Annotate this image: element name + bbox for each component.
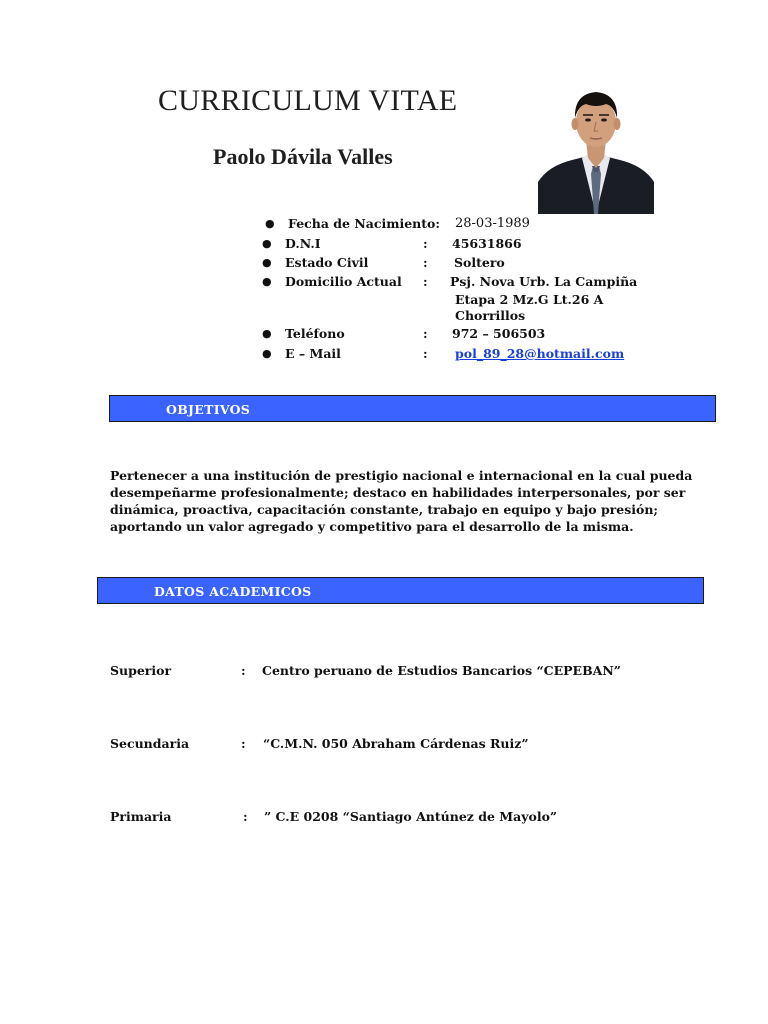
edu-level-superior: Superior <box>110 663 172 678</box>
bullet-icon: ● <box>262 237 272 250</box>
objectives-line: desempeñarme profesionalmente; destaco en habilidades interpersonales, por ser <box>110 485 686 500</box>
dni-value: 45631866 <box>452 236 522 251</box>
birthdate-label: Fecha de Nacimiento: <box>288 216 440 231</box>
academic-heading: DATOS ACADEMICOS <box>154 584 312 599</box>
phone-separator: : <box>423 326 428 341</box>
bullet-icon: ● <box>262 256 272 269</box>
address-line-2: Etapa 2 Mz.G Lt.26 A <box>455 292 604 307</box>
bullet-icon: ● <box>262 327 272 340</box>
edu-separator: : <box>243 809 248 824</box>
objectives-line: dinámica, proactiva, capacitación constante, trabajo en equipo y bajo presión; <box>110 502 659 517</box>
phone-label: Teléfono <box>285 326 345 341</box>
address-label: Domicilio Actual <box>285 274 402 289</box>
edu-separator: : <box>241 663 246 678</box>
objectives-line: aportando un valor agregado y competitivo para el desarrollo de la misma. <box>110 519 634 534</box>
civil-status-label: Estado Civil <box>285 255 369 270</box>
edu-institution-superior: Centro peruano de Estudios Bancarios “CEPEBAN” <box>262 663 621 678</box>
phone-value: 972 – 506503 <box>452 326 546 341</box>
bullet-icon: ● <box>262 347 272 360</box>
email-link[interactable]: pol_89_28@hotmail.com <box>455 346 625 361</box>
civil-status-value: Soltero <box>454 255 505 270</box>
email-label: E – Mail <box>285 346 341 361</box>
objectives-heading: OBJETIVOS <box>166 402 251 417</box>
edu-institution-secundaria: “C.M.N. 050 Abraham Cárdenas Ruiz” <box>263 736 529 751</box>
academic-section-header <box>97 577 704 604</box>
civil-status-separator: : <box>423 255 428 270</box>
objectives-line: Pertenecer a una institución de prestigio nacional e internacional en la cual pueda <box>110 468 693 483</box>
bullet-icon: ● <box>265 217 275 230</box>
dni-separator: : <box>423 236 428 251</box>
dni-label: D.N.I <box>285 236 321 251</box>
address-line-1: Psj. Nova Urb. La Campiña <box>450 274 638 289</box>
edu-institution-primaria: ” C.E 0208 “Santiago Antúnez de Mayolo” <box>264 809 558 824</box>
email-separator: : <box>423 346 428 361</box>
objectives-section-header <box>109 395 716 422</box>
profile-photo <box>538 82 654 214</box>
edu-level-secundaria: Secundaria <box>110 736 190 751</box>
objectives-paragraph <box>110 467 693 535</box>
edu-separator: : <box>241 736 246 751</box>
edu-level-primaria: Primaria <box>110 809 172 824</box>
address-separator: : <box>423 274 428 289</box>
birthdate-value: 28-03-1989 <box>455 216 530 231</box>
page-title: CURRICULUM VITAE <box>158 84 458 117</box>
bullet-icon: ● <box>262 275 272 288</box>
candidate-name: Paolo Dávila Valles <box>213 144 393 169</box>
address-line-3: Chorrillos <box>455 308 526 323</box>
